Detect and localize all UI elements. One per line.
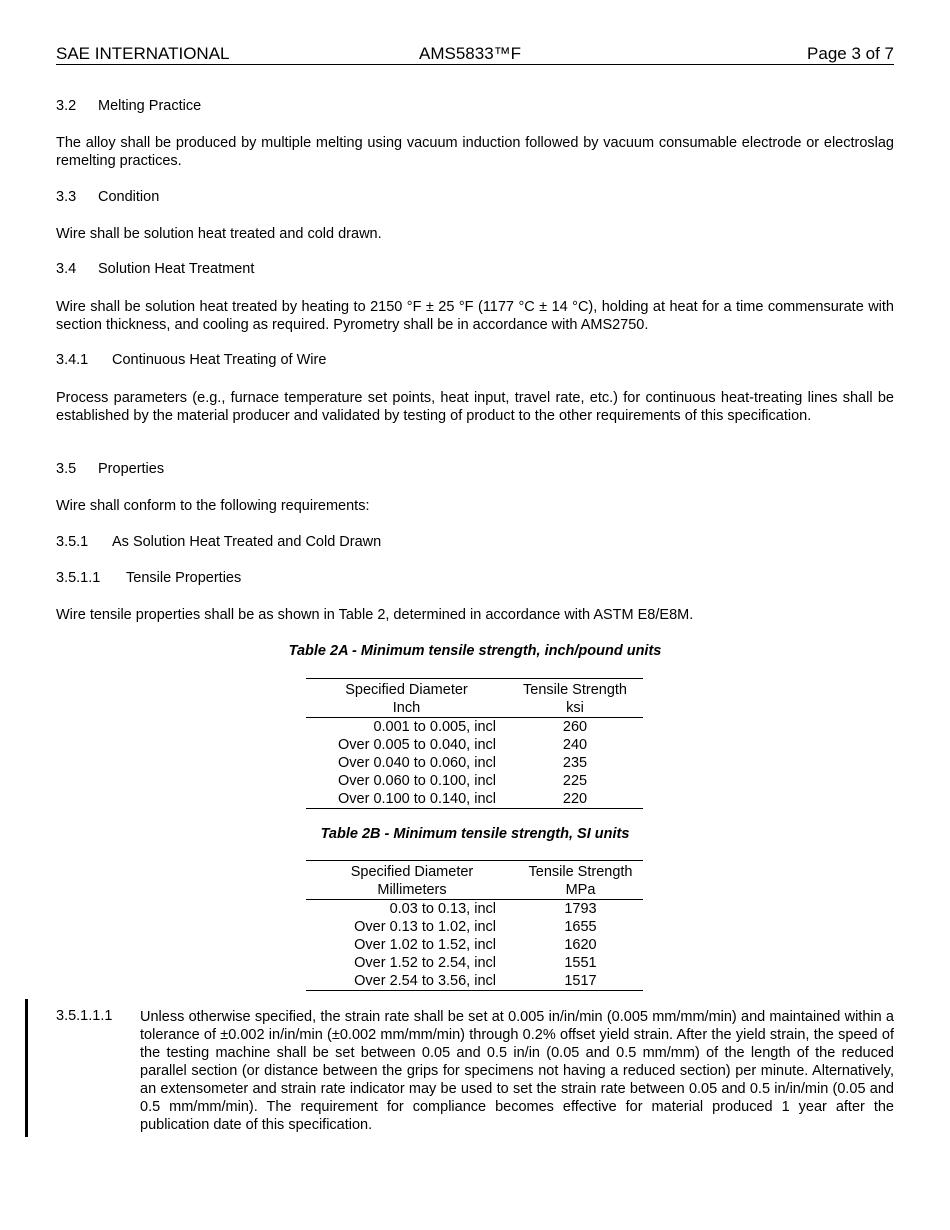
tensile-cell: 220 xyxy=(507,790,643,809)
table-2b xyxy=(306,860,643,991)
section-title: Properties xyxy=(98,461,165,477)
header-organization: SAE INTERNATIONAL xyxy=(56,44,230,63)
column-header-diameter-unit: Inch xyxy=(306,699,507,718)
column-header-tensile: Tensile Strength xyxy=(507,679,643,700)
column-header-diameter: Specified Diameter xyxy=(306,679,507,700)
section-heading-3-5-1 xyxy=(56,534,381,550)
column-header-tensile: Tensile Strength xyxy=(518,861,643,882)
section-number: 3.5.1.1 xyxy=(56,570,101,586)
section-number: 3.4.1 xyxy=(56,352,89,368)
section-title: Continuous Heat Treating of Wire xyxy=(112,352,327,368)
section-text-3-5-1-1: Wire tensile properties shall be as shown in Table 2, determined in accordance with ASTM E8/E8M. xyxy=(56,607,694,623)
section-text-3-5: Wire shall conform to the following requirements: xyxy=(56,498,370,514)
tensile-cell: 225 xyxy=(562,773,588,789)
section-number: 3.5 xyxy=(56,461,77,477)
section-number: 3.3 xyxy=(56,189,77,205)
section-number: 3.5.1 xyxy=(56,534,89,550)
section-text-3-4-1: Process parameters (e.g., furnace temperature set points, heat input, travel rate, etc.) for continuous heat-treating lines shall be established by the material producer and validated by testing of product to the other requirements of this specification. xyxy=(56,390,894,424)
tensile-cell: 1793 xyxy=(564,901,597,917)
table-2b-caption: Table 2B - Minimum tensile strength, SI units xyxy=(320,826,630,842)
section-title: Tensile Properties xyxy=(126,570,242,586)
section-text-3-4: Wire shall be solution heat treated by heating to 2150 °F ± 25 °F (1177 °C ± 14 °C), holding at heat for a time commensurate with section thickness, and cooling as required. Pyrometry shall be in accordance with AMS2750. xyxy=(56,299,894,333)
revision-change-bar xyxy=(25,999,28,1137)
section-text-3-2: The alloy shall be produced by multiple melting using vacuum induction followed by vacuum consumable electrode or electroslag remelting practices. xyxy=(56,135,894,169)
section-number: 3.2 xyxy=(56,98,77,114)
diameter-cell: Over 0.060 to 0.100, incl xyxy=(338,773,496,789)
document-page xyxy=(56,0,894,1230)
section-heading-3-5-1-1 xyxy=(56,570,241,586)
tensile-cell: 260 xyxy=(562,719,588,735)
table-2a xyxy=(306,678,643,809)
column-header-diameter-unit: Millimeters xyxy=(306,881,518,900)
section-text-3-3: Wire shall be solution heat treated and cold drawn. xyxy=(56,226,382,242)
section-number: 3.4 xyxy=(56,261,77,277)
diameter-cell: 0.03 to 0.13, incl xyxy=(389,901,496,917)
diameter-cell: Over 0.040 to 0.060, incl xyxy=(338,755,496,771)
column-header-tensile-unit: ksi xyxy=(507,699,643,718)
section-title: Melting Practice xyxy=(98,98,202,114)
section-text-3-5-1-1-1: Unless otherwise specified, the strain rate shall be set at 0.005 in/in/min (0.005 mm/mm/min) and maintained within a tolerance of ±0.002 in/in/min (±0.002 mm/mm/min) through 0.2% offset yield strain. After the yield strain, the speed of the testing machine shall be set between 0.05 and 0.5 in/in (0.05 and 0.5 mm/mm) of the length of the reduced parallel section (or distance between the grips for specimens not having a reduced section) per minute. Alternatively, an extensometer and strain rate indicator may be used to set the strain rate between 0.05 and 0.5 in/in/min (0.05 and 0.5 mm/mm/min). The requirement for compliance becomes effective for material produced 1 year after the publication date of this specification. xyxy=(140,1009,894,1133)
tensile-cell: 235 xyxy=(562,755,588,771)
diameter-cell: Over 0.100 to 0.140, incl xyxy=(306,790,507,809)
section-number-3-5-1-1-1: 3.5.1.1.1 xyxy=(56,1008,113,1024)
diameter-cell: Over 0.13 to 1.02, incl xyxy=(354,919,496,935)
diameter-cell: Over 1.02 to 1.52, incl xyxy=(354,937,496,953)
table-row xyxy=(306,954,643,972)
section-title: As Solution Heat Treated and Cold Drawn xyxy=(112,534,382,550)
tensile-cell: 1551 xyxy=(564,955,597,971)
tensile-cell: 240 xyxy=(562,737,588,753)
table-row xyxy=(306,718,643,737)
table-row xyxy=(306,772,643,790)
section-heading-3-3 xyxy=(56,189,159,205)
column-header-tensile-unit: MPa xyxy=(518,881,643,900)
section-heading-3-4-1 xyxy=(56,352,326,368)
diameter-cell: Over 1.52 to 2.54, incl xyxy=(354,955,496,971)
table-2a-caption: Table 2A - Minimum tensile strength, inch/pound units xyxy=(288,643,662,659)
diameter-cell: 0.001 to 0.005, incl xyxy=(373,719,496,735)
section-title: Condition xyxy=(98,189,160,205)
header-document-id: AMS5833™F xyxy=(419,44,522,63)
table-row xyxy=(306,972,643,991)
table-row xyxy=(306,754,643,772)
table-row xyxy=(306,790,643,809)
table-row xyxy=(306,736,643,754)
tensile-cell: 1620 xyxy=(564,937,597,953)
table-row xyxy=(306,936,643,954)
tensile-cell: 1517 xyxy=(518,972,643,991)
header-page-number: Page 3 of 7 xyxy=(807,44,894,63)
section-heading-3-2 xyxy=(56,98,201,114)
section-title: Solution Heat Treatment xyxy=(98,261,255,277)
diameter-cell: Over 0.005 to 0.040, incl xyxy=(338,737,496,753)
table-row xyxy=(306,900,643,919)
section-heading-3-4 xyxy=(56,261,254,277)
page-header xyxy=(56,44,894,65)
diameter-cell: Over 2.54 to 3.56, incl xyxy=(306,972,518,991)
section-heading-3-5 xyxy=(56,461,164,477)
column-header-diameter: Specified Diameter xyxy=(306,861,518,882)
table-row xyxy=(306,918,643,936)
tensile-cell: 1655 xyxy=(564,919,597,935)
